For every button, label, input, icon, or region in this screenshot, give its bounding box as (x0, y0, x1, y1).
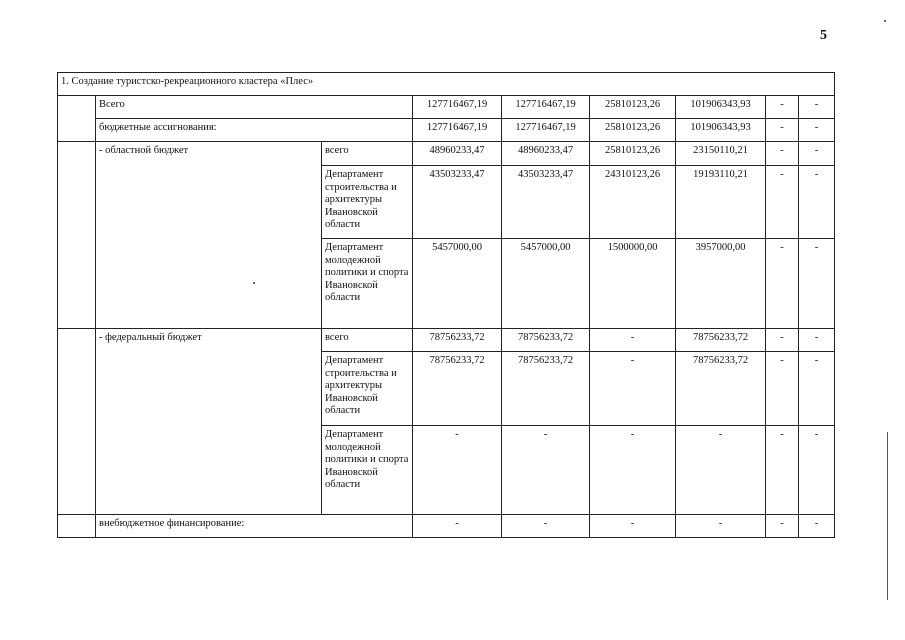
value-cell: - (766, 329, 799, 352)
sub-label-dept-youth: Департамент молодежной политики и спорта Ивановской области (322, 426, 413, 515)
sub-label-all: всего (322, 142, 413, 166)
row-label-federal: - федеральный бюджет (96, 329, 322, 515)
scan-artifact-line (887, 432, 888, 600)
value-cell: - (502, 426, 590, 515)
value-cell: - (766, 426, 799, 515)
value-cell: 1500000,00 (590, 239, 676, 329)
value-cell: - (590, 329, 676, 352)
empty-cell (58, 515, 96, 538)
value-cell: - (590, 426, 676, 515)
value-cell: 78756233,72 (413, 352, 502, 426)
value-cell: - (676, 426, 766, 515)
scan-artifact-dot (884, 20, 886, 22)
sub-label-dept-construction: Департамент строительства и архитектуры Ивановской области (322, 166, 413, 239)
value-cell: 127716467,19 (502, 119, 590, 142)
value-cell: 127716467,19 (413, 119, 502, 142)
value-cell: - (766, 166, 799, 239)
table-row (58, 119, 835, 142)
value-cell: - (766, 239, 799, 329)
value-cell: - (799, 96, 835, 119)
value-cell: 25810123,26 (590, 119, 676, 142)
value-cell: - (799, 142, 835, 166)
value-cell: 78756233,72 (676, 329, 766, 352)
value-cell: 25810123,26 (590, 96, 676, 119)
value-cell: 43503233,47 (413, 166, 502, 239)
row-label-total: Всего (96, 96, 413, 119)
page-number: 5 (820, 28, 827, 43)
empty-cell (58, 96, 96, 142)
value-cell: - (676, 515, 766, 538)
value-cell: 5457000,00 (413, 239, 502, 329)
value-cell: - (799, 426, 835, 515)
value-cell: - (590, 515, 676, 538)
value-cell: - (766, 119, 799, 142)
row-label-offbudget: внебюджетное финансирование: (96, 515, 413, 538)
value-cell: 3957000,00 (676, 239, 766, 329)
value-cell: - (413, 426, 502, 515)
value-cell: - (413, 515, 502, 538)
value-cell: 78756233,72 (676, 352, 766, 426)
value-cell: - (799, 352, 835, 426)
value-cell: - (766, 515, 799, 538)
value-cell: 19193110,21 (676, 166, 766, 239)
table-row (58, 96, 835, 119)
value-cell: - (799, 515, 835, 538)
value-cell: 127716467,19 (502, 96, 590, 119)
value-cell: 23150110,21 (676, 142, 766, 166)
value-cell: 101906343,93 (676, 119, 766, 142)
table-row (58, 329, 835, 352)
section-title: 1. Создание туристско-рекреационного кластера «Плес» (58, 73, 835, 96)
value-cell: - (799, 329, 835, 352)
value-cell: - (799, 239, 835, 329)
value-cell: - (766, 352, 799, 426)
value-cell: - (590, 352, 676, 426)
empty-cell (58, 142, 96, 329)
sub-label-dept-youth: Департамент молодежной политики и спорта Ивановской области (322, 239, 413, 329)
section-title-row (58, 73, 835, 96)
budget-table (57, 72, 835, 538)
table-row (58, 142, 835, 166)
value-cell: 5457000,00 (502, 239, 590, 329)
value-cell: 43503233,47 (502, 166, 590, 239)
value-cell: 78756233,72 (413, 329, 502, 352)
value-cell: 48960233,47 (413, 142, 502, 166)
row-label-budget: бюджетные ассигнования: (96, 119, 413, 142)
value-cell: 127716467,19 (413, 96, 502, 119)
value-cell: - (766, 96, 799, 119)
scan-artifact-dot (253, 282, 255, 284)
value-cell: 48960233,47 (502, 142, 590, 166)
value-cell: 101906343,93 (676, 96, 766, 119)
value-cell: - (799, 119, 835, 142)
sub-label-all: всего (322, 329, 413, 352)
value-cell: 78756233,72 (502, 329, 590, 352)
empty-cell (58, 329, 96, 515)
value-cell: - (502, 515, 590, 538)
value-cell: - (766, 142, 799, 166)
row-label-regional: - областной бюджет (96, 142, 322, 329)
sub-label-dept-construction: Департамент строительства и архитектуры Ивановской области (322, 352, 413, 426)
value-cell: 25810123,26 (590, 142, 676, 166)
table-row (58, 515, 835, 538)
value-cell: 24310123,26 (590, 166, 676, 239)
value-cell: 78756233,72 (502, 352, 590, 426)
value-cell: - (799, 166, 835, 239)
